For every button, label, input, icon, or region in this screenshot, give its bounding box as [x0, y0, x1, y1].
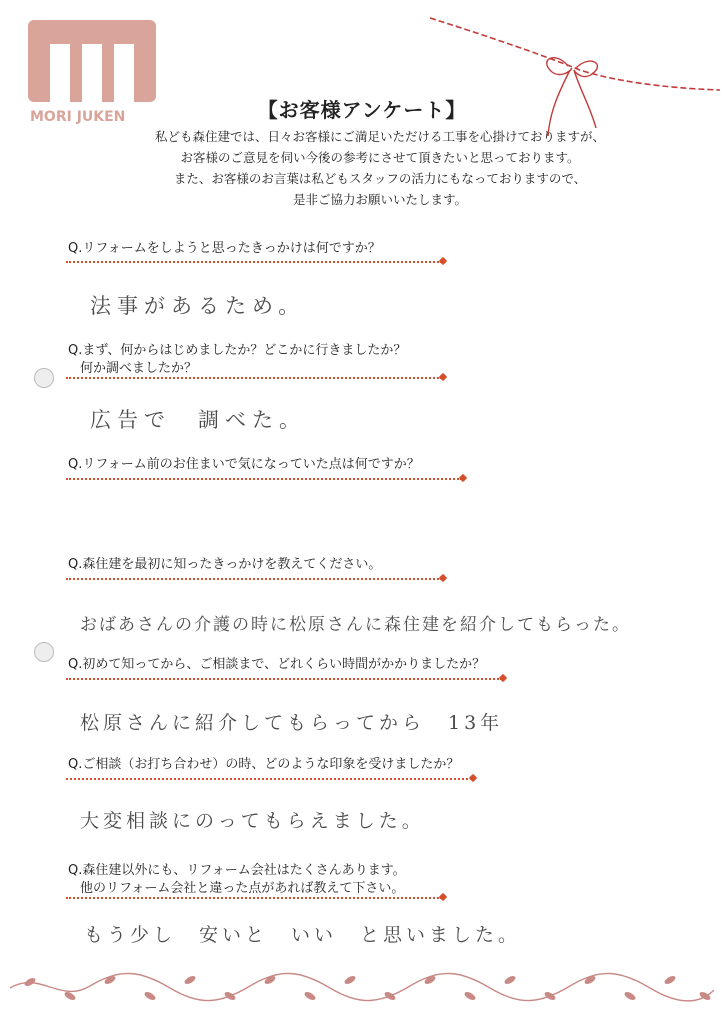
- intro-line: 私ども森住建では、日々お客様にご満足いただける工事を心掛けておりますが、: [154, 129, 605, 144]
- answer-5: 松原さんに紹介してもらってから 13年: [80, 712, 504, 734]
- answer-7: もう少し 安いと いい と思いました。: [84, 924, 522, 946]
- intro-text: [60, 126, 700, 210]
- answer-2: 広告で 調べた。: [90, 408, 306, 432]
- underline-end-mark: [459, 474, 467, 482]
- answer-6: 大変相談にのってもらえました。: [80, 810, 425, 832]
- underline-end-mark: [439, 373, 447, 381]
- question-underline: [66, 373, 442, 379]
- question-underline: [66, 474, 462, 480]
- page-title: 【お客様アンケート】: [257, 98, 467, 122]
- underline-end-mark: [439, 574, 447, 582]
- question-5: Q.初めて知ってから、ご相談まで、どれくらい時間がかかりましたか？: [68, 657, 486, 672]
- punch-hole: [34, 368, 54, 388]
- question-underline: [66, 674, 502, 680]
- intro-line: お客様のご意見を伺い今後の参考にさせて頂きたいと思っております。: [180, 150, 580, 165]
- answer-4: おばあさんの介護の時に松原さんに森住建を紹介してもらった。: [80, 615, 631, 635]
- question-2-line-2: 何か調べましたか？: [80, 361, 198, 376]
- underline-end-mark: [439, 257, 447, 265]
- vine-border-decoration: [10, 960, 714, 1010]
- underline-end-mark: [499, 674, 507, 682]
- question-1: Q.リフォームをしようと思ったきっかけは何ですか？: [68, 241, 381, 256]
- intro-line: 是非ご協力お願いいたします。: [292, 192, 467, 207]
- question-3: Q.リフォーム前のお住まいで気になっていた点は何ですか？: [68, 457, 420, 472]
- intro-line: また、お客様のお言葉は私どもスタッフの活力にもなっておりますので、: [173, 171, 587, 186]
- question-2-line-1: Q.まず、何からはじめましたか？どこかに行きましたか？: [68, 343, 407, 358]
- question-underline: [66, 574, 442, 580]
- underline-end-mark: [469, 774, 477, 782]
- punch-hole: [34, 642, 54, 662]
- question-underline: [66, 257, 442, 263]
- question-underline: [66, 774, 472, 780]
- question-7-line-1: Q.森住建以外にも、リフォーム会社はたくさんあります。: [68, 863, 406, 878]
- underline-end-mark: [439, 893, 447, 901]
- logo-text: MORI JUKEN: [30, 109, 126, 125]
- question-6: Q.ご相談（お打ち合わせ）の時、どのような印象を受けましたか？: [68, 757, 460, 772]
- question-4: Q.森住建を最初に知ったきっかけを教えてください。: [68, 557, 382, 572]
- question-underline: [66, 893, 442, 899]
- answer-1: 法事があるため。: [90, 294, 306, 318]
- question-7-line-2: 他のリフォーム会社と違った点があれば教えて下さい。: [80, 881, 405, 896]
